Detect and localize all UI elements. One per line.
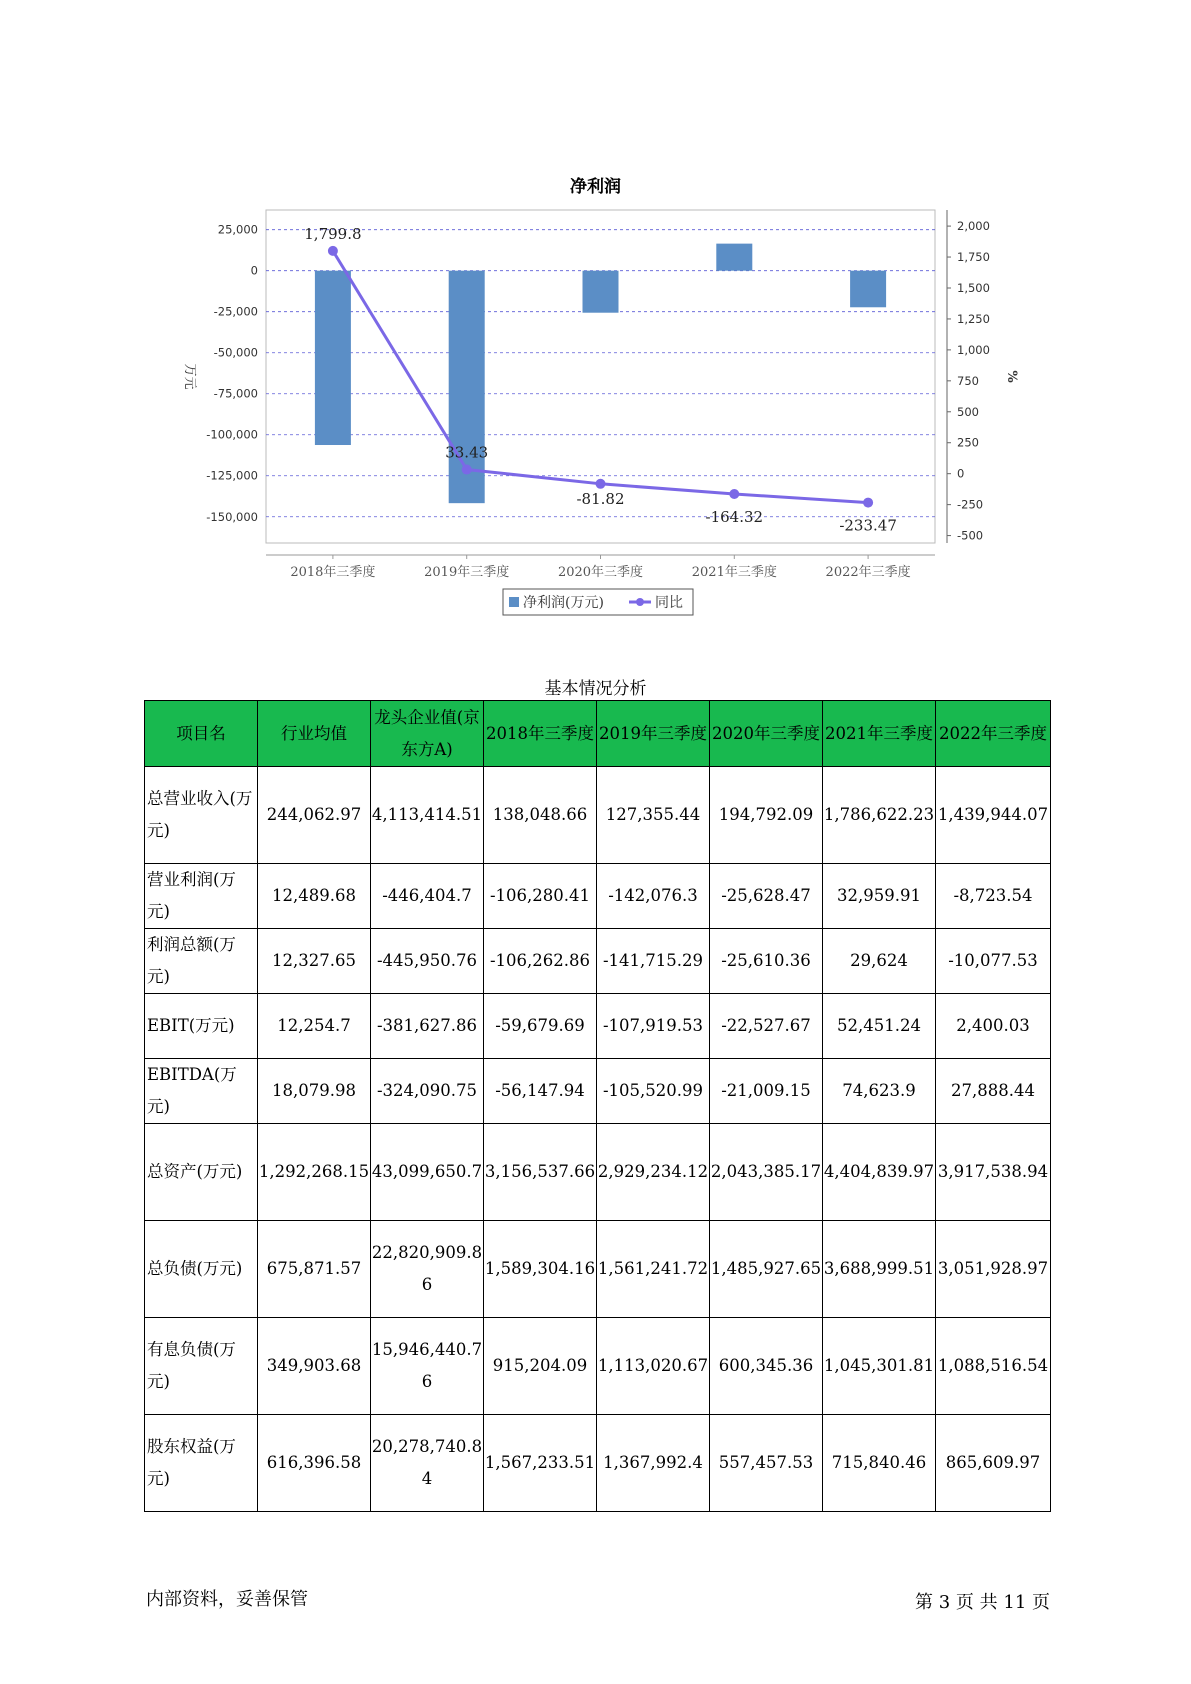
table-header-cell: 2019年三季度 — [597, 701, 710, 767]
row-name-cell: 股东权益(万元) — [145, 1415, 258, 1512]
value-cell: -21,009.15 — [710, 1059, 823, 1124]
value-cell: 52,451.24 — [823, 994, 936, 1059]
value-cell: 675,871.57 — [258, 1221, 371, 1318]
value-cell: 12,254.7 — [258, 994, 371, 1059]
line-point — [596, 479, 606, 489]
value-cell: -381,627.86 — [371, 994, 484, 1059]
footer-confidential: 内部资料，妥善保管 — [146, 1589, 308, 1610]
value-cell: -324,090.75 — [371, 1059, 484, 1124]
data-label: -233.47 — [839, 516, 897, 535]
value-cell: 715,840.46 — [823, 1415, 936, 1512]
value-cell: 43,099,650.7 — [371, 1124, 484, 1221]
y-tick-label: -150,000 — [206, 509, 258, 524]
x-tick-label: 2018年三季度 — [290, 565, 376, 580]
chart-svg — [0, 0, 1191, 640]
value-cell: 1,567,233.51 — [484, 1415, 597, 1512]
value-cell: -107,919.53 — [597, 994, 710, 1059]
value-cell: 29,624 — [823, 929, 936, 994]
y2-tick-label: -250 — [957, 497, 984, 512]
y-tick-label: 25,000 — [217, 222, 258, 237]
bar — [850, 271, 886, 308]
y2-tick-label: 1,500 — [957, 280, 990, 295]
y-tick-label: -25,000 — [213, 304, 258, 319]
table-header-cell: 2020年三季度 — [710, 701, 823, 767]
value-cell: 3,688,999.51 — [823, 1221, 936, 1318]
value-cell: 616,396.58 — [258, 1415, 371, 1512]
table-row — [145, 929, 1051, 994]
row-name-cell: EBITDA(万元) — [145, 1059, 258, 1124]
value-cell: -105,520.99 — [597, 1059, 710, 1124]
table-header-cell: 2021年三季度 — [823, 701, 936, 767]
legend-label: 净利润(万元) — [523, 595, 604, 611]
value-cell: 20,278,740.84 — [371, 1415, 484, 1512]
y2-tick-label: 1,250 — [957, 311, 990, 326]
legend-swatch-bar — [509, 597, 519, 607]
bar — [315, 271, 351, 445]
line-point — [863, 498, 873, 508]
table-header-cell: 龙头企业值(京东方A) — [371, 701, 484, 767]
table-row — [145, 1059, 1051, 1124]
value-cell: 244,062.97 — [258, 767, 371, 864]
x-tick-label: 2022年三季度 — [825, 565, 911, 580]
value-cell: 600,345.36 — [710, 1318, 823, 1415]
value-cell: -445,950.76 — [371, 929, 484, 994]
table-header-cell: 项目名 — [145, 701, 258, 767]
y-tick-label: -125,000 — [206, 468, 258, 483]
row-name-cell: 总营业收入(万元) — [145, 767, 258, 864]
table-row — [145, 1318, 1051, 1415]
y2-tick-label: 250 — [957, 435, 979, 450]
table-row — [145, 1221, 1051, 1318]
table-header-cell: 行业均值 — [258, 701, 371, 767]
net-profit-chart — [0, 0, 1191, 640]
row-name-cell: 有息负债(万元) — [145, 1318, 258, 1415]
y2-tick-label: -500 — [957, 528, 984, 543]
x-tick-label: 2021年三季度 — [691, 565, 777, 580]
value-cell: 1,561,241.72 — [597, 1221, 710, 1318]
y-tick-label: -100,000 — [206, 427, 258, 442]
value-cell: 3,156,537.66 — [484, 1124, 597, 1221]
value-cell: 12,489.68 — [258, 864, 371, 929]
value-cell: -141,715.29 — [597, 929, 710, 994]
value-cell: -10,077.53 — [936, 929, 1051, 994]
bar — [583, 271, 619, 313]
value-cell: 865,609.97 — [936, 1415, 1051, 1512]
table-row — [145, 994, 1051, 1059]
value-cell: -59,679.69 — [484, 994, 597, 1059]
data-label: 1,799.8 — [304, 224, 362, 243]
value-cell: 2,929,234.12 — [597, 1124, 710, 1221]
y2-tick-label: 500 — [957, 404, 979, 419]
value-cell: 127,355.44 — [597, 767, 710, 864]
value-cell: 27,888.44 — [936, 1059, 1051, 1124]
value-cell: 18,079.98 — [258, 1059, 371, 1124]
value-cell: 74,623.9 — [823, 1059, 936, 1124]
y2-axis-label: % — [1004, 370, 1019, 383]
value-cell: 1,367,992.4 — [597, 1415, 710, 1512]
value-cell: -446,404.7 — [371, 864, 484, 929]
value-cell: 4,113,414.51 — [371, 767, 484, 864]
legend-swatch-point — [636, 598, 644, 606]
y2-tick-label: 2,000 — [957, 219, 990, 234]
table-header-cell: 2018年三季度 — [484, 701, 597, 767]
bar — [716, 244, 752, 271]
value-cell: -22,527.67 — [710, 994, 823, 1059]
table-header-row — [145, 701, 1051, 767]
y-axis-label: 万元 — [182, 363, 197, 390]
value-cell: 2,400.03 — [936, 994, 1051, 1059]
row-name-cell: 总负债(万元) — [145, 1221, 258, 1318]
y-tick-label: -75,000 — [213, 386, 258, 401]
table-row — [145, 864, 1051, 929]
data-label: -164.32 — [705, 508, 764, 527]
value-cell: 1,292,268.15 — [258, 1124, 371, 1221]
value-cell: 4,404,839.97 — [823, 1124, 936, 1221]
value-cell: 1,589,304.16 — [484, 1221, 597, 1318]
value-cell: -106,280.41 — [484, 864, 597, 929]
value-cell: 15,946,440.76 — [371, 1318, 484, 1415]
y2-tick-label: 750 — [957, 373, 979, 388]
table-row — [145, 1124, 1051, 1221]
data-label: -81.82 — [576, 489, 625, 508]
y2-tick-label: 0 — [957, 466, 965, 481]
value-cell: -8,723.54 — [936, 864, 1051, 929]
row-name-cell: EBIT(万元) — [145, 994, 258, 1059]
y2-tick-label: 1,000 — [957, 342, 990, 357]
value-cell: -106,262.86 — [484, 929, 597, 994]
value-cell: 1,485,927.65 — [710, 1221, 823, 1318]
value-cell: 138,048.66 — [484, 767, 597, 864]
value-cell: 1,786,622.23 — [823, 767, 936, 864]
value-cell: -25,610.36 — [710, 929, 823, 994]
y2-tick-label: 1,750 — [957, 250, 990, 265]
value-cell: 3,917,538.94 — [936, 1124, 1051, 1221]
basic-analysis-table — [144, 700, 1051, 1512]
section-title: 基本情况分析 — [544, 679, 647, 699]
value-cell: 194,792.09 — [710, 767, 823, 864]
value-cell: -56,147.94 — [484, 1059, 597, 1124]
line-point — [328, 246, 338, 256]
x-tick-label: 2020年三季度 — [557, 565, 644, 580]
value-cell: -142,076.3 — [597, 864, 710, 929]
data-label: 33.43 — [445, 443, 489, 462]
value-cell: 22,820,909.86 — [371, 1221, 484, 1318]
y-tick-label: -50,000 — [213, 345, 258, 360]
value-cell: 32,959.91 — [823, 864, 936, 929]
value-cell: 915,204.09 — [484, 1318, 597, 1415]
table-row — [145, 1415, 1051, 1512]
value-cell: 3,051,928.97 — [936, 1221, 1051, 1318]
value-cell: -25,628.47 — [710, 864, 823, 929]
value-cell: 1,045,301.81 — [823, 1318, 936, 1415]
table-row — [145, 767, 1051, 864]
value-cell: 557,457.53 — [710, 1415, 823, 1512]
table-header-cell: 2022年三季度 — [936, 701, 1051, 767]
row-name-cell: 营业利润(万元) — [145, 864, 258, 929]
line-point — [462, 465, 472, 475]
value-cell: 1,113,020.67 — [597, 1318, 710, 1415]
chart-title: 净利润 — [570, 177, 621, 197]
y-tick-label: 0 — [250, 263, 258, 278]
row-name-cell: 利润总额(万元) — [145, 929, 258, 994]
value-cell: 12,327.65 — [258, 929, 371, 994]
x-tick-label: 2019年三季度 — [424, 565, 510, 580]
value-cell: 1,088,516.54 — [936, 1318, 1051, 1415]
value-cell: 2,043,385.17 — [710, 1124, 823, 1221]
footer-page-number: 第 3 页 共 11 页 — [915, 1592, 1050, 1613]
value-cell: 1,439,944.07 — [936, 767, 1051, 864]
value-cell: 349,903.68 — [258, 1318, 371, 1415]
legend-label: 同比 — [655, 595, 683, 611]
row-name-cell: 总资产(万元) — [145, 1124, 258, 1221]
line-point — [729, 489, 739, 499]
